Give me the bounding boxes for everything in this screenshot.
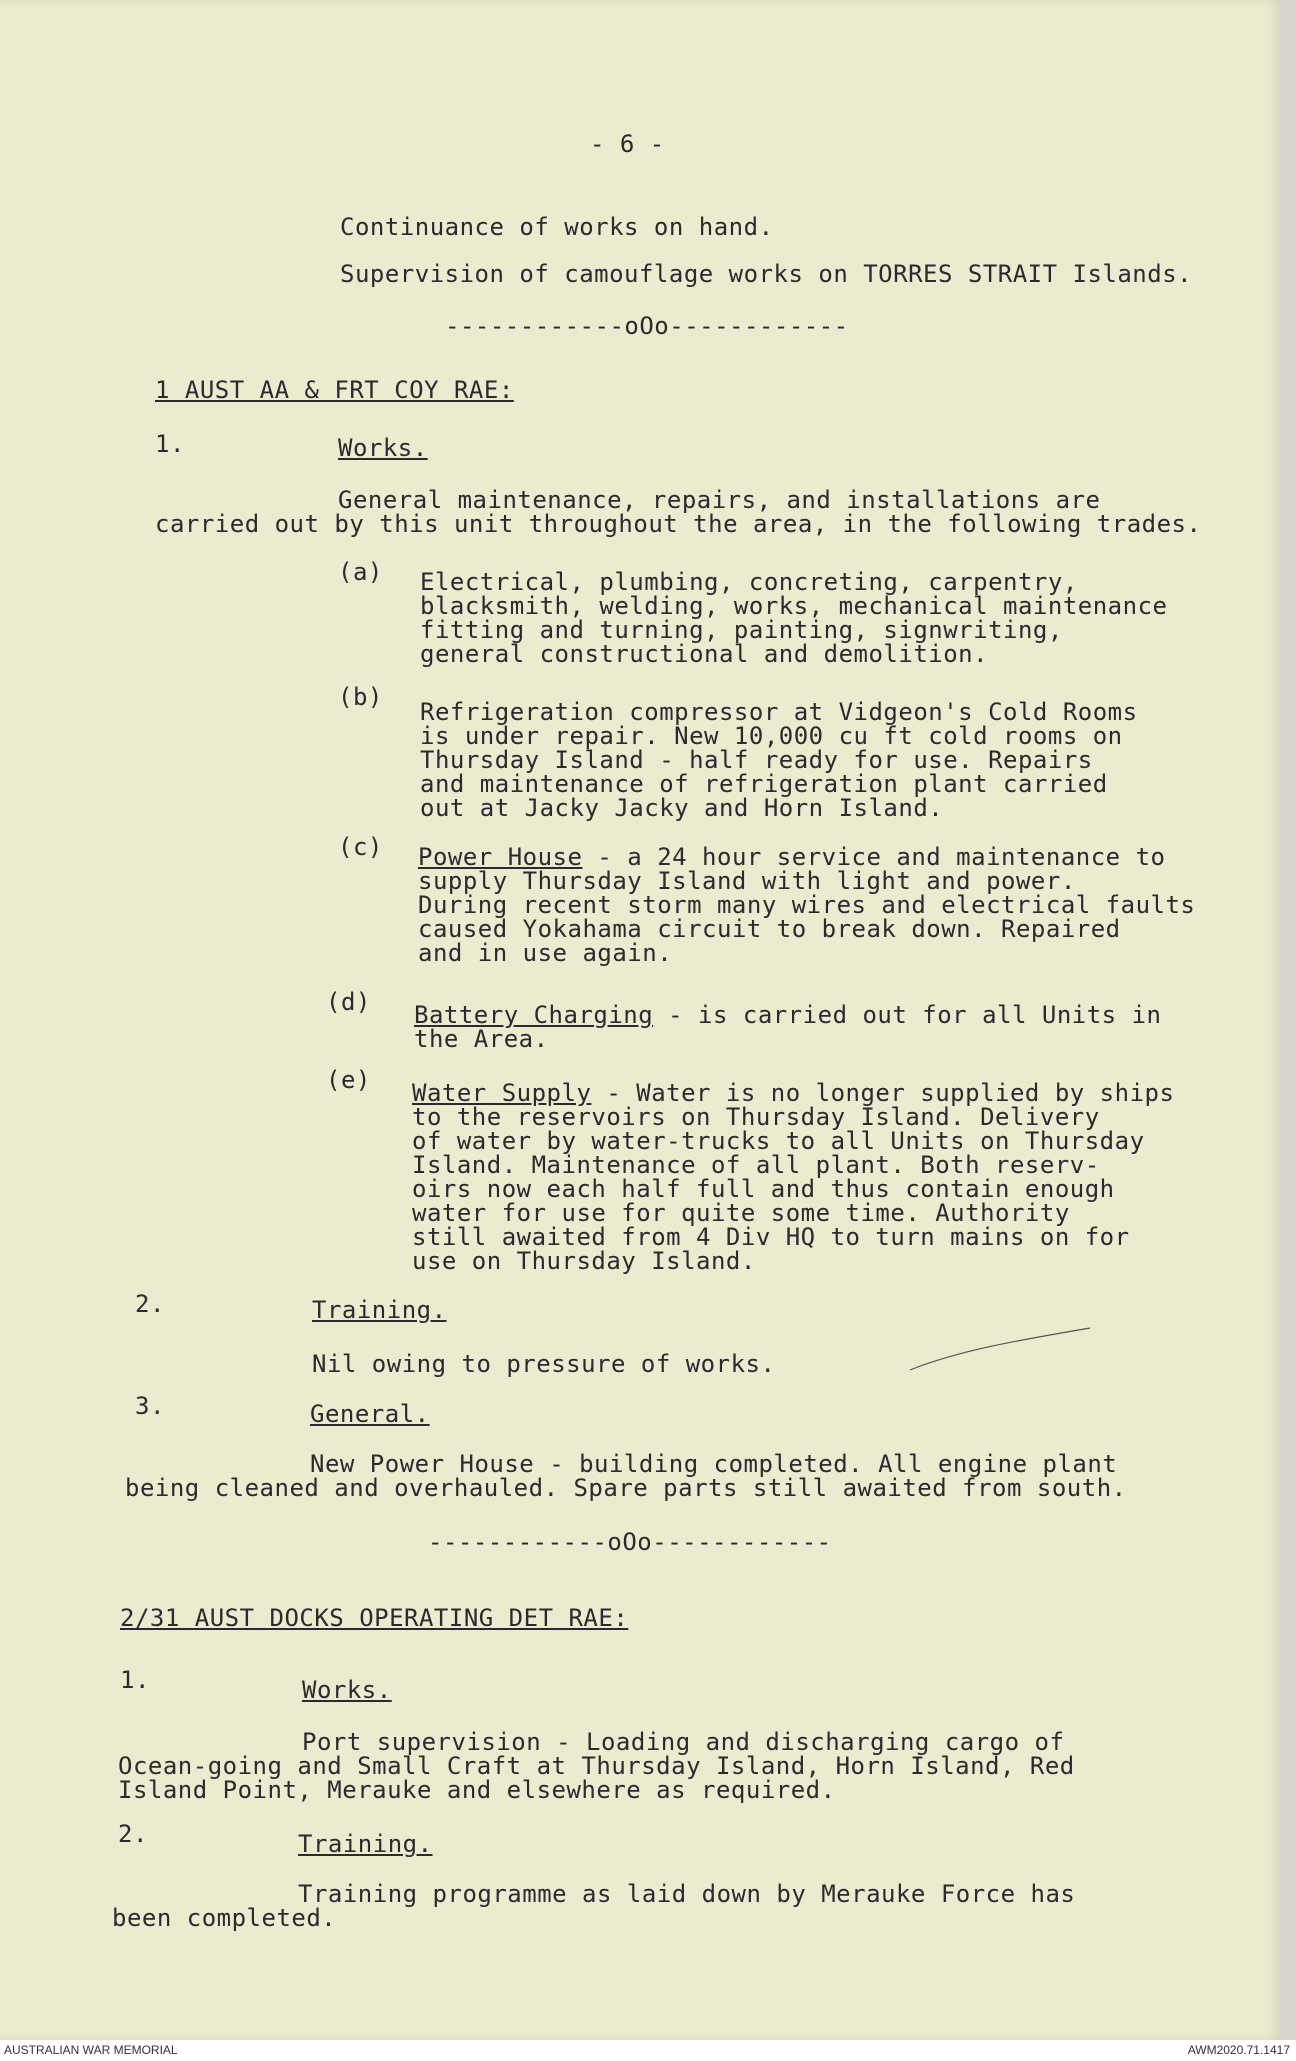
item-c-line1: - a 24 hour service and maintenance to: [582, 843, 1166, 871]
archive-footer: [0, 2040, 1296, 2061]
item-e-line6: water for use for quite some time. Authority: [412, 1199, 1070, 1227]
item-c-line2: supply Thursday Island with light and power.: [418, 867, 1076, 895]
unit1-heading: 1 AUST AA & FRT COY RAE:: [155, 376, 514, 404]
unit2-s2-title: Training.: [298, 1830, 433, 1858]
unit1-s3-title: General.: [310, 1400, 430, 1428]
item-b-line5: out at Jacky Jacky and Horn Island.: [420, 794, 944, 822]
item-d-label: (d): [326, 988, 371, 1016]
item-a-line1: Electrical, plumbing, concreting, carpentry,: [420, 568, 1078, 596]
unit2-s1-num: 1.: [120, 1666, 150, 1694]
intro-line-2: Supervision of camouflage works on TORRES STRAIT Islands.: [340, 260, 1193, 288]
item-e-line8: use on Thursday Island.: [412, 1247, 756, 1275]
item-c-title: Power House: [418, 843, 583, 871]
unit2-s1-b: Ocean-going and Small Craft at Thursday Island, Horn Island, Red: [118, 1752, 1075, 1780]
unit2-s1-a: Port supervision - Loading and discharging cargo of: [302, 1728, 1065, 1756]
item-e-line3: of water by water-trucks to all Units on Thursday: [412, 1127, 1145, 1155]
unit1-s1-intro-b: carried out by this unit throughout the area, in the following trades.: [155, 510, 1202, 538]
intro-line-1: Continuance of works on hand.: [340, 213, 774, 241]
item-e-line7: still awaited from 4 Div HQ to turn mains on for: [412, 1223, 1130, 1251]
item-a-line4: general constructional and demolition.: [420, 640, 989, 668]
unit2-s2-a: Training programme as laid down by Merauke Force has: [298, 1880, 1076, 1908]
unit1-s2-text: Nil owing to pressure of works.: [312, 1350, 776, 1378]
item-d-line1: - is carried out for all Units in: [653, 1001, 1162, 1029]
unit2-s1-title: Works.: [302, 1676, 392, 1704]
item-b-line1: Refrigeration compressor at Vidgeon's Cold Rooms: [420, 698, 1138, 726]
item-e-line4: Island. Maintenance of all plant. Both reserv-: [412, 1151, 1100, 1179]
separator-2: ------------oOo------------: [428, 1528, 832, 1556]
unit1-s2-title: Training.: [312, 1296, 447, 1324]
item-b-line3: Thursday Island - half ready for use. Repairs: [420, 746, 1093, 774]
item-a-line2: blacksmith, welding, works, mechanical maintenance: [420, 592, 1168, 620]
item-b-line4: and maintenance of refrigeration plant carried: [420, 770, 1108, 798]
item-c-line4: caused Yokahama circuit to break down. Repaired: [418, 915, 1121, 943]
unit1-s2-num: 2.: [135, 1290, 165, 1318]
item-a-line3: fitting and turning, painting, signwriting,: [420, 616, 1063, 644]
unit1-s1-num: 1.: [155, 430, 185, 458]
unit1-s3-a: New Power House - building completed. All engine plant: [310, 1450, 1118, 1478]
item-b-line2: is under repair. New 10,000 cu ft cold rooms on: [420, 722, 1123, 750]
item-c-line3: During recent storm many wires and electrical faults: [418, 891, 1196, 919]
unit1-s1-intro-a: General maintenance, repairs, and installations are: [338, 486, 1101, 514]
item-d-line2: the Area.: [414, 1025, 549, 1053]
unit1-s1-title: Works.: [338, 434, 428, 462]
item-e-line5: oirs now each half full and thus contain enough: [412, 1175, 1115, 1203]
page-number: - 6 -: [590, 130, 665, 158]
item-b-label: (b): [338, 683, 383, 711]
item-d-title: Battery Charging: [414, 1001, 654, 1029]
item-e-label: (e): [326, 1066, 371, 1094]
unit2-s2-b: been completed.: [112, 1904, 337, 1932]
unit2-s2-num: 2.: [118, 1820, 148, 1848]
footer-right: AWM2020.71.1417: [1187, 2043, 1290, 2057]
unit2-s1-c: Island Point, Merauke and elsewhere as required.: [118, 1776, 836, 1804]
item-c-label: (c): [338, 833, 383, 861]
unit1-s3-b: being cleaned and overhauled. Spare parts still awaited from south.: [125, 1474, 1127, 1502]
separator-1: ------------oOo------------: [445, 312, 849, 340]
item-e-title: Water Supply: [412, 1079, 592, 1107]
unit2-heading: 2/31 AUST DOCKS OPERATING DET RAE:: [120, 1604, 629, 1632]
footer-left: AUSTRALIAN WAR MEMORIAL: [4, 2043, 178, 2057]
unit1-s3-num: 3.: [135, 1392, 165, 1420]
item-e-line1: - Water is no longer supplied by ships: [591, 1079, 1175, 1107]
pencil-mark: [900, 1320, 1100, 1380]
item-a-label: (a): [338, 558, 383, 586]
item-c-line5: and in use again.: [418, 939, 673, 967]
item-e-line2: to the reservoirs on Thursday Island. Delivery: [412, 1103, 1100, 1131]
